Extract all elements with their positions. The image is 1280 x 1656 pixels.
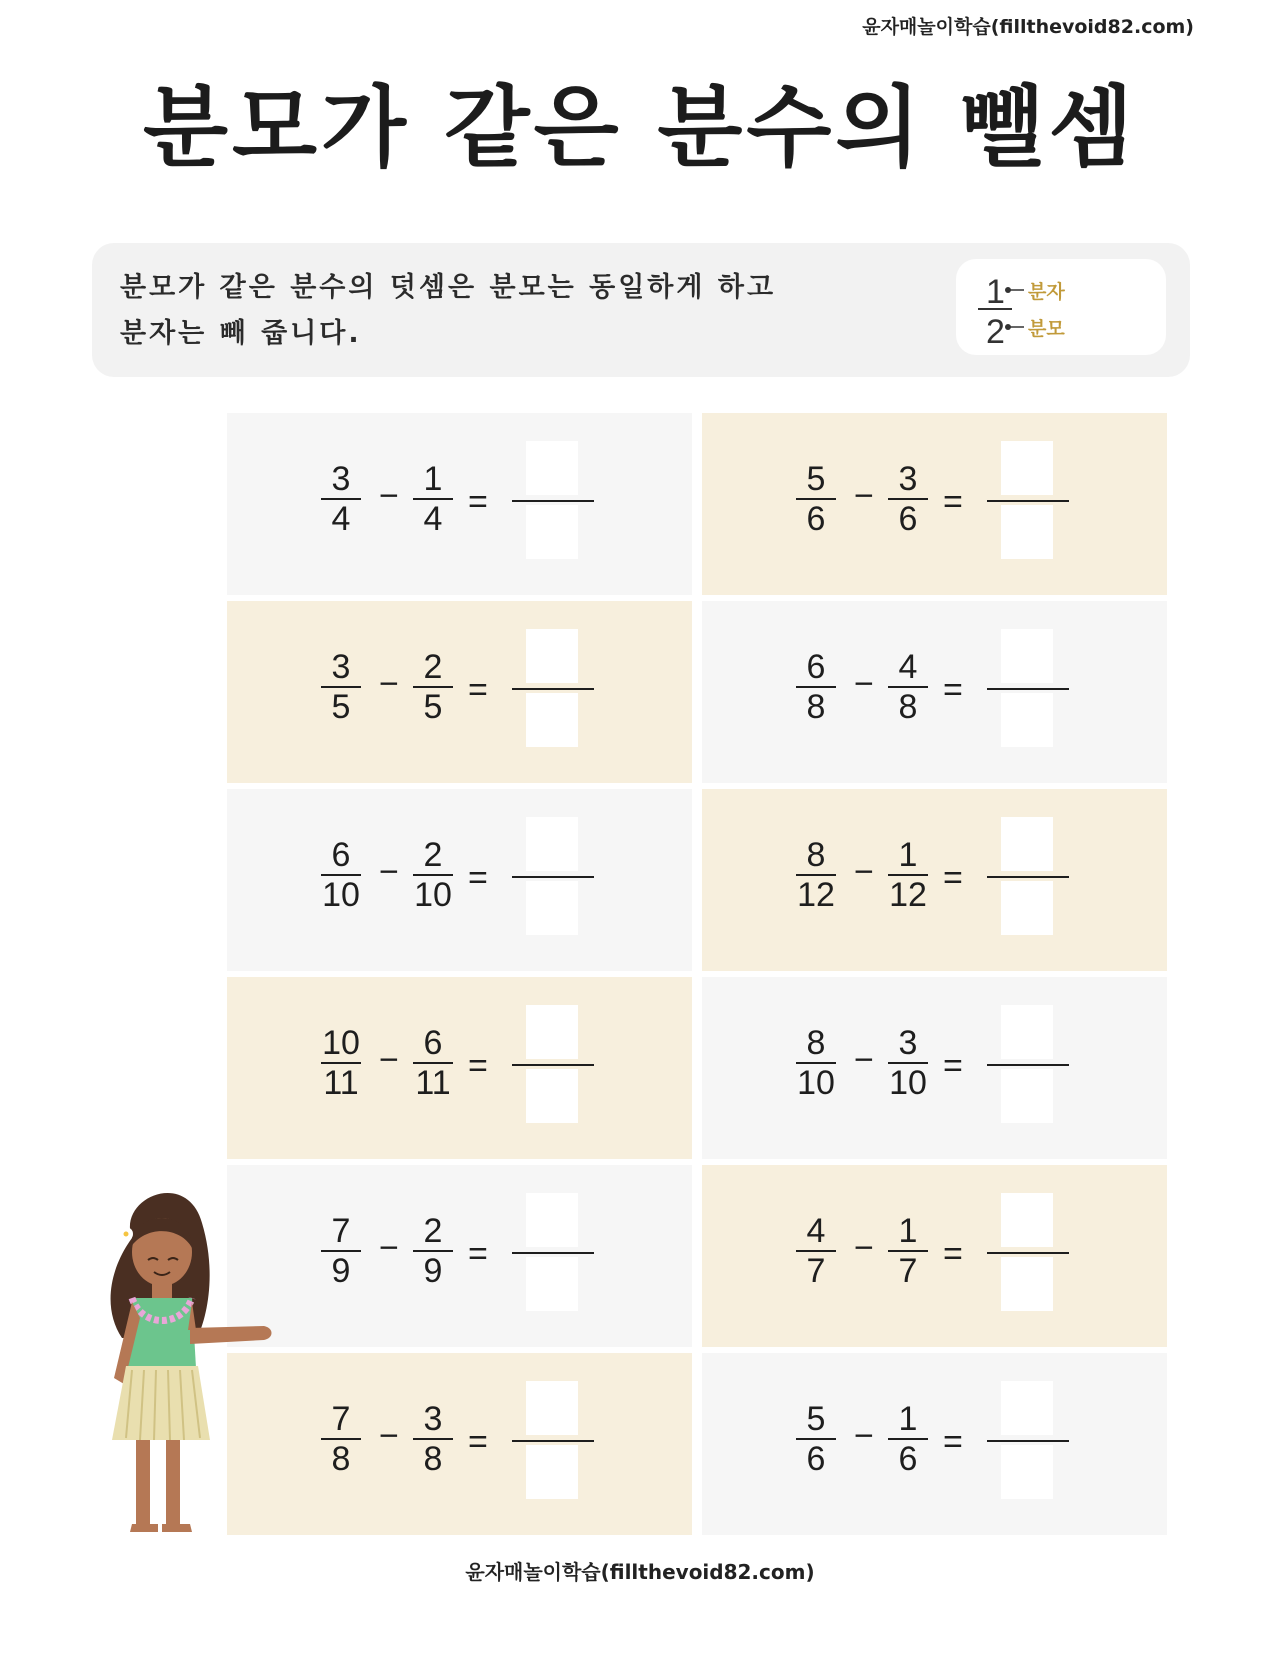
legend-arrow-dot-denominator [1005, 324, 1011, 330]
first-fraction [311, 461, 371, 537]
answer-denominator-box[interactable] [1001, 881, 1053, 935]
second-numerator: 2 [423, 1212, 443, 1250]
problem-cell [227, 413, 692, 595]
second-fraction [403, 1025, 463, 1101]
answer-denominator-box[interactable] [526, 1069, 578, 1123]
second-denominator: 10 [889, 1064, 927, 1102]
second-denominator: 5 [423, 688, 443, 726]
second-numerator: 3 [423, 1400, 443, 1438]
problem-cell [702, 977, 1167, 1159]
first-numerator: 6 [806, 648, 826, 686]
problem-cell [227, 1165, 692, 1347]
second-fraction [878, 837, 938, 913]
legend-arrow-dot-numerator [1005, 287, 1011, 293]
second-fraction [403, 1401, 463, 1477]
problem-cell [227, 789, 692, 971]
first-numerator: 3 [331, 460, 351, 498]
first-numerator: 6 [331, 836, 351, 874]
answer-fraction-bar [987, 1064, 1069, 1066]
second-fraction [403, 837, 463, 913]
hula-girl-illustration [92, 1178, 292, 1540]
answer-numerator-box[interactable] [526, 1193, 578, 1247]
second-denominator: 7 [898, 1252, 918, 1290]
answer-fraction [987, 1381, 1069, 1499]
answer-numerator-box[interactable] [526, 629, 578, 683]
answer-fraction-bar [987, 876, 1069, 878]
second-fraction [878, 461, 938, 537]
answer-denominator-box[interactable] [526, 1445, 578, 1499]
problem-cell [227, 1353, 692, 1535]
second-fraction [403, 649, 463, 725]
second-denominator: 11 [415, 1064, 451, 1102]
answer-fraction [987, 441, 1069, 559]
first-numerator: 3 [331, 648, 351, 686]
minus-sign: − [379, 853, 399, 891]
answer-denominator-box[interactable] [1001, 693, 1053, 747]
second-denominator: 9 [423, 1252, 443, 1290]
first-denominator: 9 [331, 1252, 351, 1290]
second-fraction [878, 1401, 938, 1477]
first-fraction [311, 837, 371, 913]
second-fraction [878, 1025, 938, 1101]
first-numerator: 4 [806, 1212, 826, 1250]
legend-denominator-label: 분모 [1028, 318, 1065, 340]
legend-numerator-label: 분자 [1028, 281, 1065, 303]
first-fraction [311, 649, 371, 725]
second-numerator: 3 [898, 1024, 918, 1062]
first-fraction [311, 1213, 371, 1289]
equals-sign: = [943, 1423, 963, 1461]
instruction-box [92, 243, 1190, 377]
equals-sign: = [943, 483, 963, 521]
first-fraction [786, 1025, 846, 1101]
answer-numerator-box[interactable] [1001, 1005, 1053, 1059]
first-numerator: 7 [331, 1400, 351, 1438]
minus-sign: − [854, 665, 874, 703]
second-fraction [403, 1213, 463, 1289]
first-fraction [311, 1025, 371, 1101]
first-numerator: 5 [806, 460, 826, 498]
first-numerator: 8 [806, 1024, 826, 1062]
answer-fraction [512, 817, 594, 935]
first-denominator: 5 [331, 688, 351, 726]
answer-fraction-bar [512, 1440, 594, 1442]
first-numerator: 8 [806, 836, 826, 874]
second-numerator: 1 [423, 460, 443, 498]
answer-fraction [987, 1193, 1069, 1311]
answer-numerator-box[interactable] [1001, 629, 1053, 683]
answer-fraction-bar [987, 1252, 1069, 1254]
second-numerator: 1 [898, 836, 918, 874]
equals-sign: = [943, 859, 963, 897]
instruction-line-1: 분모가 같은 분수의 덧셈은 분모는 동일하게 하고 [120, 272, 777, 303]
site-credit-top: 윤자매놀이학습(fillthevoid82.com) [862, 16, 1194, 38]
answer-fraction-bar [987, 1440, 1069, 1442]
first-denominator: 4 [331, 500, 351, 538]
answer-denominator-box[interactable] [1001, 505, 1053, 559]
first-denominator: 12 [797, 876, 835, 914]
problem-cell [702, 789, 1167, 971]
equals-sign: = [468, 671, 488, 709]
answer-denominator-box[interactable] [1001, 1257, 1053, 1311]
answer-denominator-box[interactable] [1001, 1445, 1053, 1499]
first-denominator: 6 [806, 1440, 826, 1478]
site-credit-bottom: 윤자매놀이학습(fillthevoid82.com) [465, 1560, 815, 1584]
legend-numerator: 1 [986, 273, 1005, 311]
second-numerator: 1 [898, 1400, 918, 1438]
problem-cell [702, 1165, 1167, 1347]
equals-sign: = [943, 1047, 963, 1085]
answer-fraction [987, 817, 1069, 935]
second-numerator: 1 [898, 1212, 918, 1250]
answer-fraction [987, 629, 1069, 747]
problem-cell [702, 1353, 1167, 1535]
problem-cell [702, 413, 1167, 595]
legend-denominator: 2 [986, 313, 1005, 351]
first-fraction [786, 1213, 846, 1289]
second-fraction [403, 461, 463, 537]
answer-numerator-box[interactable] [1001, 1193, 1053, 1247]
answer-numerator-box[interactable] [526, 817, 578, 871]
second-denominator: 12 [889, 876, 927, 914]
answer-fraction [512, 1381, 594, 1499]
answer-fraction-bar [987, 500, 1069, 502]
first-fraction [786, 649, 846, 725]
answer-fraction [512, 1005, 594, 1123]
minus-sign: − [854, 1041, 874, 1079]
second-denominator: 6 [898, 1440, 918, 1478]
second-denominator: 4 [423, 500, 443, 538]
instruction-text [120, 265, 776, 357]
first-fraction [786, 1401, 846, 1477]
answer-fraction-bar [512, 1252, 594, 1254]
second-denominator: 10 [414, 876, 452, 914]
answer-numerator-box[interactable] [526, 441, 578, 495]
first-denominator: 7 [806, 1252, 826, 1290]
answer-fraction [512, 629, 594, 747]
page-title: 분모가 같은 분수의 뺄셈 [143, 76, 1137, 179]
second-fraction [878, 649, 938, 725]
second-denominator: 8 [898, 688, 918, 726]
second-denominator: 8 [423, 1440, 443, 1478]
second-numerator: 2 [423, 648, 443, 686]
minus-sign: − [854, 1417, 874, 1455]
first-denominator: 8 [806, 688, 826, 726]
minus-sign: − [854, 853, 874, 891]
first-fraction [786, 461, 846, 537]
second-numerator: 6 [423, 1024, 443, 1062]
minus-sign: − [379, 477, 399, 515]
problem-cell [702, 601, 1167, 783]
second-numerator: 2 [423, 836, 443, 874]
problem-cell [227, 601, 692, 783]
answer-denominator-box[interactable] [526, 1257, 578, 1311]
first-denominator: 10 [797, 1064, 835, 1102]
minus-sign: − [379, 1041, 399, 1079]
answer-fraction [512, 441, 594, 559]
minus-sign: − [379, 665, 399, 703]
first-denominator: 10 [322, 876, 360, 914]
equals-sign: = [468, 859, 488, 897]
answer-denominator-box[interactable] [526, 693, 578, 747]
minus-sign: − [854, 1229, 874, 1267]
first-numerator: 10 [322, 1024, 360, 1062]
answer-denominator-box[interactable] [526, 881, 578, 935]
equals-sign: = [943, 671, 963, 709]
equals-sign: = [943, 1235, 963, 1273]
minus-sign: − [379, 1229, 399, 1267]
answer-numerator-box[interactable] [526, 1381, 578, 1435]
equals-sign: = [468, 1235, 488, 1273]
answer-fraction-bar [512, 1064, 594, 1066]
answer-numerator-box[interactable] [1001, 441, 1053, 495]
fraction-legend [956, 259, 1166, 355]
answer-denominator-box[interactable] [1001, 1069, 1053, 1123]
problem-cell [227, 977, 692, 1159]
instruction-line-2: 분자는 빼 줍니다. [120, 318, 362, 349]
second-numerator: 3 [898, 460, 918, 498]
first-denominator: 8 [331, 1440, 351, 1478]
first-numerator: 7 [331, 1212, 351, 1250]
second-denominator: 6 [898, 500, 918, 538]
first-fraction [786, 837, 846, 913]
equals-sign: = [468, 1423, 488, 1461]
answer-denominator-box[interactable] [526, 505, 578, 559]
equals-sign: = [468, 1047, 488, 1085]
second-numerator: 4 [898, 648, 918, 686]
answer-fraction [987, 1005, 1069, 1123]
answer-fraction-bar [512, 500, 594, 502]
equals-sign: = [468, 483, 488, 521]
answer-numerator-box[interactable] [1001, 1381, 1053, 1435]
first-denominator: 6 [806, 500, 826, 538]
first-numerator: 5 [806, 1400, 826, 1438]
minus-sign: − [854, 477, 874, 515]
answer-fraction-bar [512, 876, 594, 878]
second-fraction [878, 1213, 938, 1289]
answer-fraction [512, 1193, 594, 1311]
answer-numerator-box[interactable] [526, 1005, 578, 1059]
answer-fraction-bar [512, 688, 594, 690]
answer-numerator-box[interactable] [1001, 817, 1053, 871]
answer-fraction-bar [987, 688, 1069, 690]
minus-sign: − [379, 1417, 399, 1455]
first-fraction [311, 1401, 371, 1477]
first-denominator: 11 [323, 1064, 359, 1102]
